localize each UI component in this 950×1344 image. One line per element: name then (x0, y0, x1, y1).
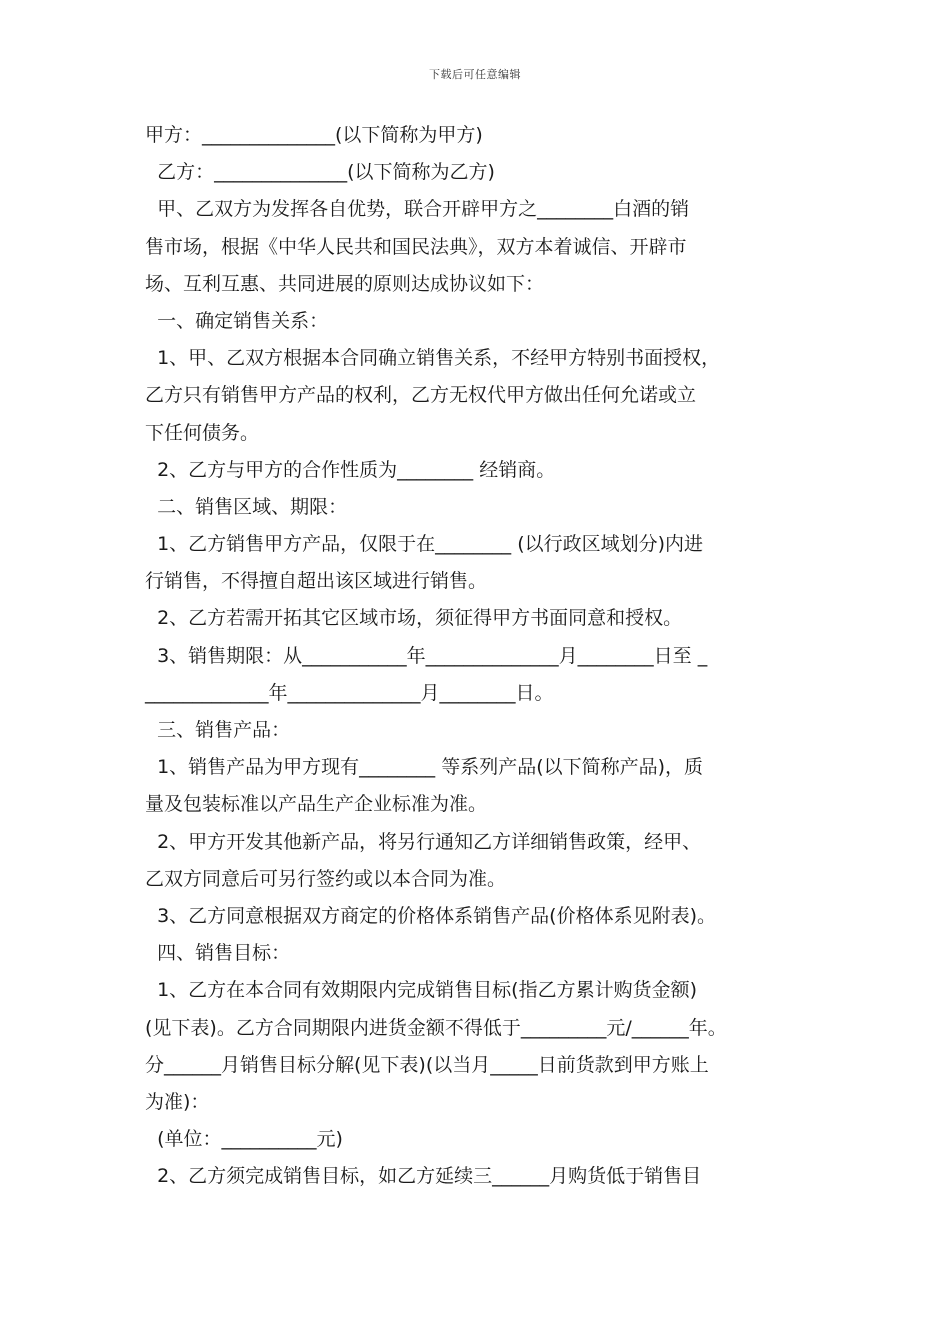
paragraph-line: 乙双方同意后可另行签约或以本合同为准。 (145, 867, 507, 890)
section-heading: 一、确定销售关系： (145, 309, 329, 332)
paragraph-line: 分______月销售目标分解(见下表)(以当月_____日前货款到甲方账上 (145, 1053, 709, 1076)
paragraph-line: 1、销售产品为甲方现有________ 等系列产品(以下简称产品)，质 (145, 756, 704, 779)
paragraph-line: 1、乙方在本合同有效期限内完成销售目标(指乙方累计购货金额) (145, 979, 697, 1002)
paragraph-line: 乙方只有销售甲方产品的权利，乙方无权代甲方做出任何允诺或立 (145, 384, 697, 407)
paragraph-line: (见下表)。乙方合同期限内进货金额不得低于_________元/______年。 (145, 1016, 727, 1039)
party-b-line: 乙方：______________(以下简称为乙方) (145, 161, 495, 184)
section-heading: 三、销售产品： (145, 719, 291, 741)
party-a-line: 甲方：______________(以下简称为甲方) (145, 124, 483, 146)
paragraph-line: 为准)： (145, 1090, 210, 1113)
paragraph-line: 下任何债务。 (145, 421, 260, 444)
contract-body (145, 117, 810, 1195)
paragraph-line: 2、乙方若需开拓其它区域市场，须征得甲方书面同意和授权。 (145, 607, 683, 630)
paragraph-line: 2、乙方与甲方的合作性质为________ 经销商。 (145, 458, 556, 481)
paragraph-line: 售市场，根据《中华人民共和国民法典》，双方本着诚信、开辟市 (145, 235, 687, 258)
paragraph-line: (单位：__________元) (145, 1128, 343, 1151)
paragraph-line: 1、乙方销售甲方产品，仅限于在________ (以行政区域划分)内进 (145, 533, 704, 556)
paragraph-line: 1、甲、乙双方根据本合同确立销售关系，不经甲方特别书面授权， (145, 347, 721, 370)
section-heading: 二、销售区域、期限： (145, 495, 348, 518)
paragraph-line: 量及包装标准以产品生产企业标准为准。 (145, 793, 488, 816)
paragraph-line: 2、甲方开发其他新产品，将另行通知乙方详细销售政策，经甲、 (145, 830, 702, 853)
paragraph-line: 场、互利互惠、共同进展的原则达成协议如下： (145, 272, 545, 295)
paragraph-line: 3、乙方同意根据双方商定的价格体系销售产品(价格体系见附表)。 (145, 904, 716, 927)
section-heading: 四、销售目标： (145, 942, 291, 965)
header-note: 下载后可任意编辑 (429, 68, 521, 81)
paragraph-line: _____________年______________月________日。 (145, 681, 554, 704)
paragraph-line: 甲、乙双方为发挥各自优势，联合开辟甲方之________白酒的销 (145, 198, 690, 221)
paragraph-line: 2、乙方须完成销售目标，如乙方延续三______月购货低于销售目 (145, 1165, 702, 1188)
paragraph-line: 行销售，不得擅自超出该区域进行销售。 (145, 570, 488, 593)
paragraph-line: 3、销售期限：从___________年______________月________日至 _ (145, 644, 708, 667)
